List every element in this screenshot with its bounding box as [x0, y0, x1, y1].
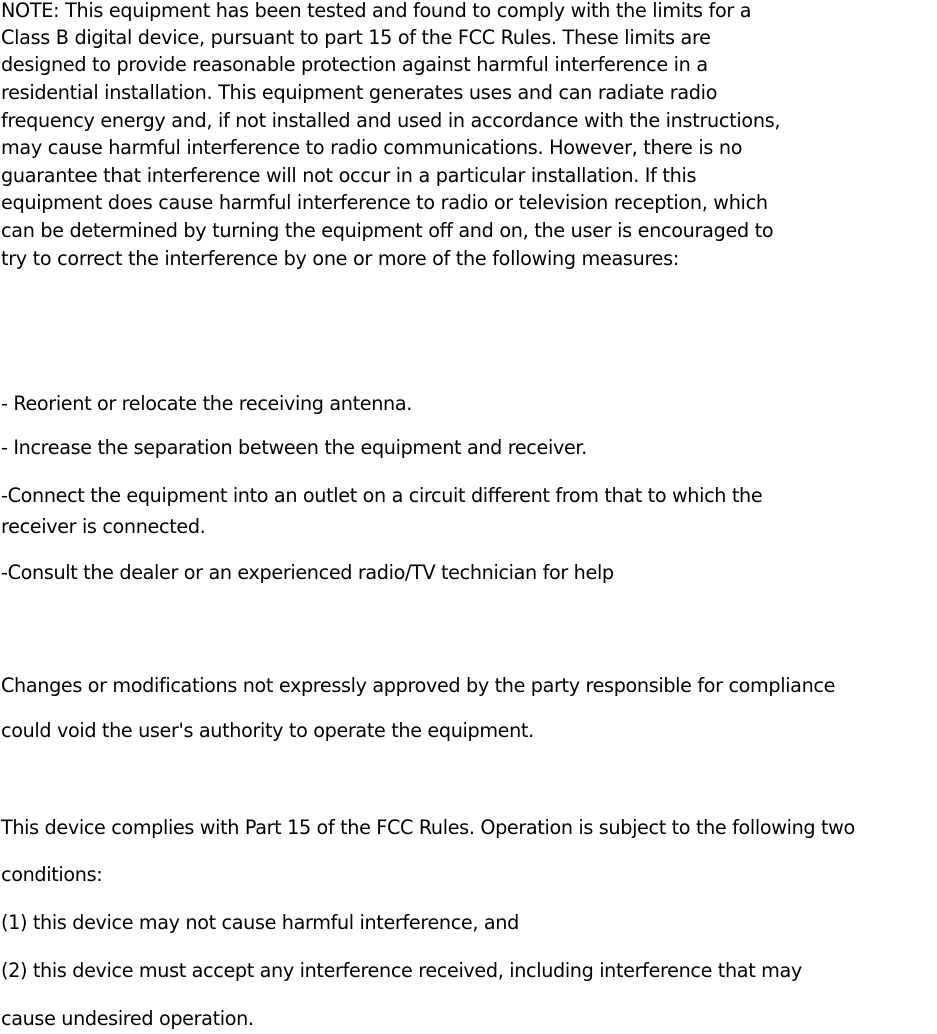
condition-item-continuation: cause undesired operation. [1, 1007, 254, 1030]
note-line: guarantee that interference will not occur in a particular installation. If this [1, 164, 697, 187]
measure-item: - Reorient or relocate the receiving antenna. [1, 392, 412, 415]
changes-line: could void the user's authority to operate the equipment. [1, 719, 534, 742]
note-line: frequency energy and, if not installed and used in accordance with the instructions, [1, 109, 781, 132]
note-line: designed to provide reasonable protection against harmful interference in a [1, 53, 708, 76]
note-line: Class B digital device, pursuant to part 15 of the FCC Rules. These limits are [1, 26, 711, 49]
measure-item: -Consult the dealer or an experienced radio/TV technician for help [1, 561, 614, 584]
measure-item: -Connect the equipment into an outlet on a circuit different from that to which the [1, 484, 763, 507]
note-line: equipment does cause harmful interference to radio or television reception, which [1, 191, 768, 214]
note-line: can be determined by turning the equipment off and on, the user is encouraged to [1, 219, 774, 242]
condition-item: (1) this device may not cause harmful interference, and [1, 911, 519, 934]
note-line: try to correct the interference by one or more of the following measures: [1, 247, 680, 270]
note-line: residential installation. This equipment generates uses and can radiate radio [1, 81, 718, 104]
compliance-line: This device complies with Part 15 of the FCC Rules. Operation is subject to the following two [1, 816, 855, 839]
measure-item-continuation: receiver is connected. [1, 515, 206, 538]
compliance-line: conditions: [1, 863, 103, 886]
note-line: may cause harmful interference to radio communications. However, there is no [1, 136, 743, 159]
measure-item: - Increase the separation between the equipment and receiver. [1, 436, 587, 459]
condition-item: (2) this device must accept any interference received, including interference that may [1, 959, 802, 982]
note-line: NOTE: This equipment has been tested and found to comply with the limits for a [1, 0, 752, 22]
changes-line: Changes or modifications not expressly approved by the party responsible for compliance [1, 674, 836, 697]
